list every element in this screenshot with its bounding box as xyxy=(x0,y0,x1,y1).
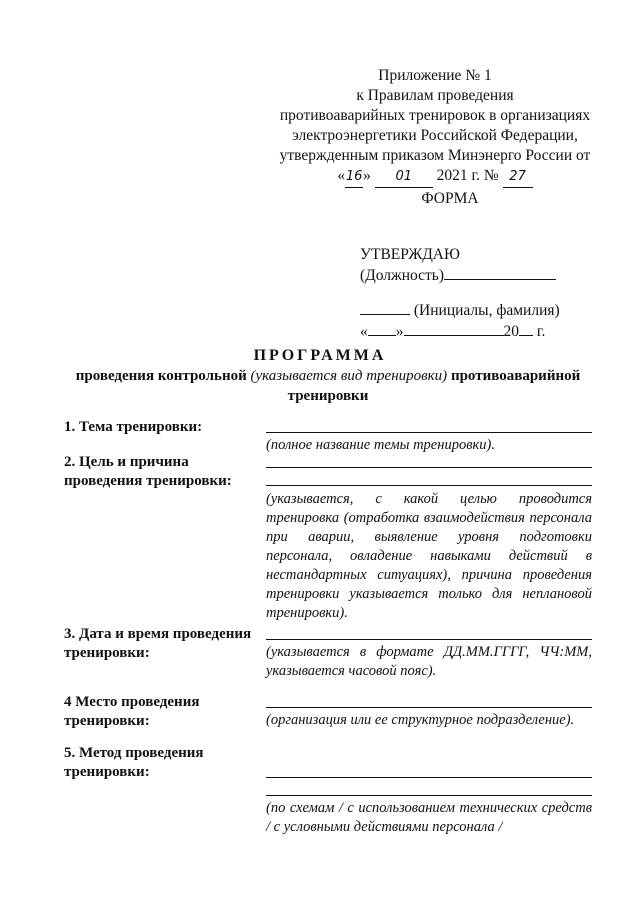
position-line xyxy=(360,265,560,286)
date-close-quote: » xyxy=(363,167,371,184)
section-description: (указывается в формате ДД.ММ.ГГГГ, ЧЧ:ММ, указывается часовой пояс). xyxy=(266,644,592,679)
fill-line xyxy=(266,432,592,433)
subtitle-part1: проведения контрольной xyxy=(75,368,247,384)
appendix-line: утвержденным приказом Минэнерго России от xyxy=(279,147,591,164)
initials-line xyxy=(360,300,560,321)
appendix-header xyxy=(270,66,600,188)
page-title: ПРОГРАММА xyxy=(253,347,387,364)
date-year: 2021 г. № xyxy=(436,167,499,184)
initials-label: (Инициалы, фамилия) xyxy=(413,302,560,319)
fill-line xyxy=(266,467,592,468)
fill-line xyxy=(266,777,592,778)
appendix-line: электроэнергетики Российской Федерации, xyxy=(292,127,578,144)
page-subtitle xyxy=(58,366,598,406)
subtitle-italic: (указывается вид тренировки) xyxy=(250,368,448,384)
fill-line xyxy=(266,795,592,796)
day-blank xyxy=(368,321,396,336)
section-label: 1. Тема тренировки: xyxy=(64,419,203,435)
appendix-line: Приложение № 1 xyxy=(378,67,492,84)
form-label: ФОРМА xyxy=(421,190,479,207)
subtitle-part2: противоаварийной xyxy=(450,368,581,384)
handwritten-day: 16 xyxy=(345,167,363,188)
approve-word: УТВЕРЖДАЮ xyxy=(360,246,460,263)
approval-year-suffix: г. xyxy=(536,323,546,340)
approval-date-open: « xyxy=(360,323,368,340)
position-blank xyxy=(444,265,556,280)
section-description: (указывается, с какой целью проводится тренировка (отработка взаимодействия персонала при аварии, выявление уровня подготовки персонала, овладение навыками действий в нестандартных ситуациях), причина проведения тренировки указывается только для неплановой тренировки). xyxy=(266,491,592,621)
approval-date-close: » xyxy=(395,323,404,340)
handwritten-month: 01 xyxy=(375,167,433,188)
fill-line xyxy=(266,639,592,640)
section-description: (организация или ее структурное подразделение). xyxy=(266,712,575,728)
section-label: 5. Метод проведения тренировки: xyxy=(64,745,204,780)
date-open-quote: « xyxy=(337,167,346,184)
handwritten-order-number: 27 xyxy=(503,167,533,188)
section-description: (полное название темы тренировки). xyxy=(266,437,495,453)
position-label: (Должность) xyxy=(360,267,445,284)
appendix-line: к Правилам проведения xyxy=(356,87,514,104)
year-blank xyxy=(519,321,533,336)
month-blank xyxy=(404,321,504,336)
approval-year: 20 xyxy=(503,323,519,340)
subtitle-line2: тренировки xyxy=(287,388,369,404)
section-label: 4 Место проведения тренировки: xyxy=(64,694,200,729)
fill-line xyxy=(266,485,592,486)
signature-blank xyxy=(360,300,410,315)
approval-block xyxy=(360,245,560,342)
appendix-date-line xyxy=(270,166,600,188)
approval-date-line xyxy=(360,321,560,342)
section-label: 2. Цель и причина проведения тренировки: xyxy=(64,454,232,489)
section-description: (по схемам / с использованием технических средств / с условными действиями персонала / xyxy=(266,800,592,835)
fill-line xyxy=(266,707,592,708)
section-label: 3. Дата и время проведения тренировки: xyxy=(64,626,252,661)
appendix-line: противоаварийных тренировок в организациях xyxy=(279,107,591,124)
